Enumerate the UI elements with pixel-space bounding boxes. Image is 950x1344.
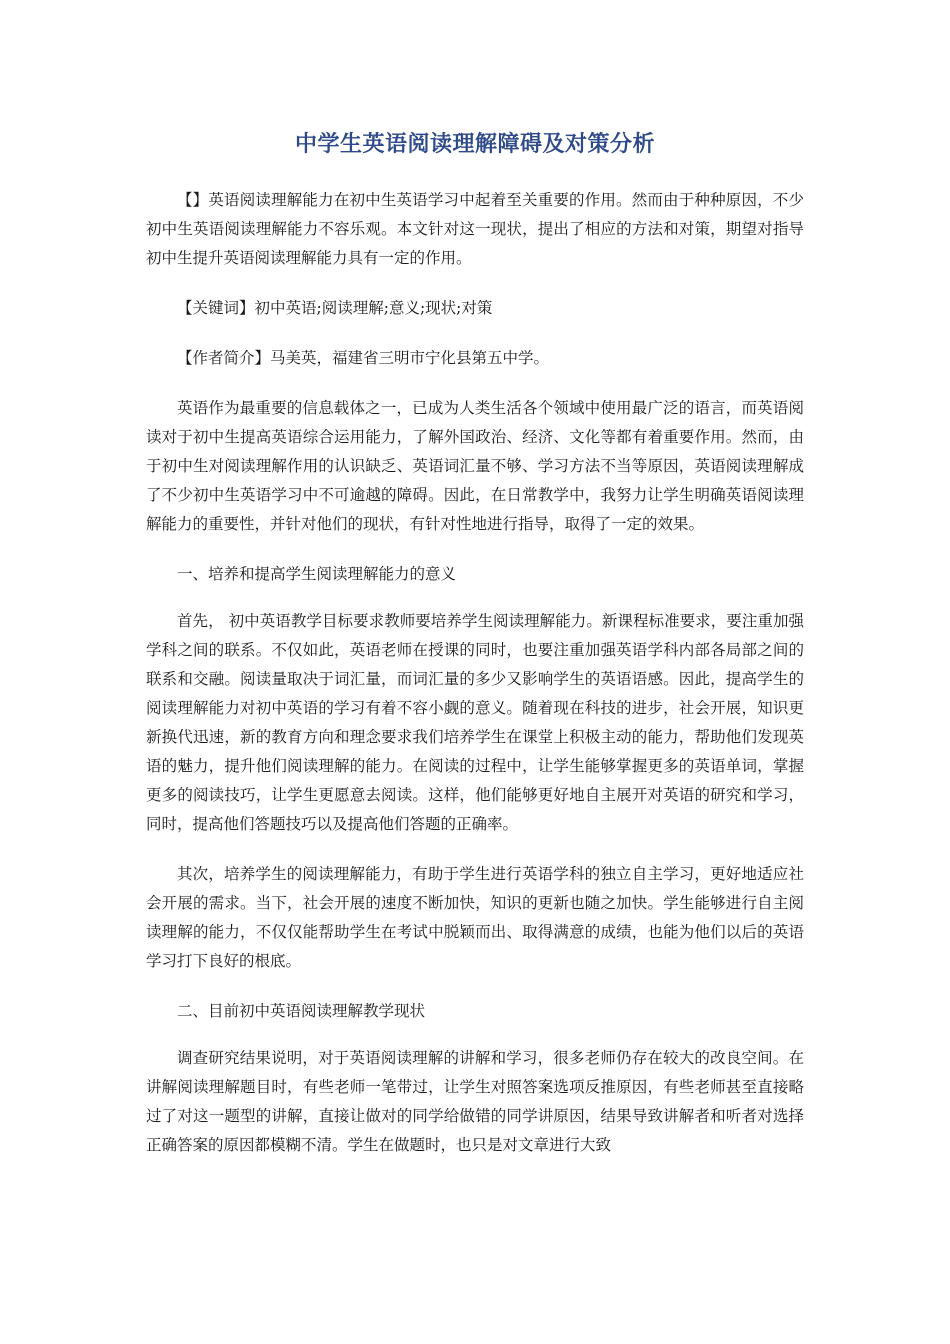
intro-paragraph: 英语作为最重要的信息载体之一，已成为人类生活各个领域中使用最广泛的语言，而英语阅读对于初中生提高英语综合运用能力，了解外国政治、经济、文化等都有着重要作用。然而，由于初中生对阅读理解作用的认识缺乏、英语词汇量不够、学习方法不当等原因，英语阅读理解成了不少初中生英语学习中不可逾越的障碍。因此，在日常教学中，我努力让学生明确英语阅读理解能力的重要性，并针对他们的现状，有针对性地进行指导，取得了一定的效果。 — [146, 399, 804, 533]
section-1-paragraph-1: 首先， 初中英语教学目标要求教师要培养学生阅读理解能力。新课程标准要求，要注重加强学科之间的联系。不仅如此，英语老师在授课的同时，也要注重加强英语学科内部各局部之间的联系和交融。阅读量取决于词汇量，而词汇量的多少又影响学生的英语语感。因此，提高学生的阅读理解能力对初中英语的学习有着不容小觑的意义。随着现在科技的进步，社会开展，知识更新换代迅速，新的教育方向和理念要求我们培养学生在课堂上积极主动的能力，帮助他们发现英语的魅力，提升他们阅读理解的能力。在阅读的过程中，让学生能够掌握更多的英语单词，掌握更多的阅读技巧，让学生更愿意去阅读。这样，他们能够更好地自主展开对英语的研究和学习，同时，提高他们答题技巧以及提高他们答题的正确率。 — [146, 612, 804, 833]
abstract-paragraph: 【】英语阅读理解能力在初中生英语学习中起着至关重要的作用。然而由于种种原因，不少初中生英语阅读理解能力不容乐观。本文针对这一现状，提出了相应的方法和对策，期望对指导初中生提升英语阅读理解能力具有一定的作用。 — [146, 191, 804, 267]
section-2-paragraph-1: 调查研究结果说明，对于英语阅读理解的讲解和学习，很多老师仍存在较大的改良空间。在讲解阅读理解题目时，有些老师一笔带过，让学生对照答案选项反推原因，有些老师甚至直接略过了对这一题型的讲解，直接让做对的同学给做错的同学讲原因，结果导致讲解者和听者对选择正确答案的原因都模糊不清。学生在做题时，也只是对文章进行大致 — [146, 1049, 804, 1154]
document-title: 中学生英语阅读理解障碍及对策分析 — [294, 132, 655, 157]
document-page — [146, 130, 804, 1181]
section-2-heading: 二、目前初中英语阅读理解教学现状 — [177, 1002, 426, 1020]
section-1-heading: 一、培养和提高学生阅读理解能力的意义 — [177, 565, 457, 583]
section-1-paragraph-2: 其次，培养学生的阅读理解能力，有助于学生进行英语学科的独立自主学习，更好地适应社会开展的需求。当下，社会开展的速度不断加快，知识的更新也随之加快。学生能够进行自主阅读理解的能力，不仅仅能帮助学生在考试中脱颖而出、取得满意的成绩，也能为他们以后的英语学习打下良好的根底。 — [146, 865, 804, 970]
author-paragraph: 【作者简介】马美英，福建省三明市宁化县第五中学。 — [177, 349, 550, 367]
keywords-paragraph: 【关键词】初中英语;阅读理解;意义;现状;对策 — [177, 299, 493, 317]
